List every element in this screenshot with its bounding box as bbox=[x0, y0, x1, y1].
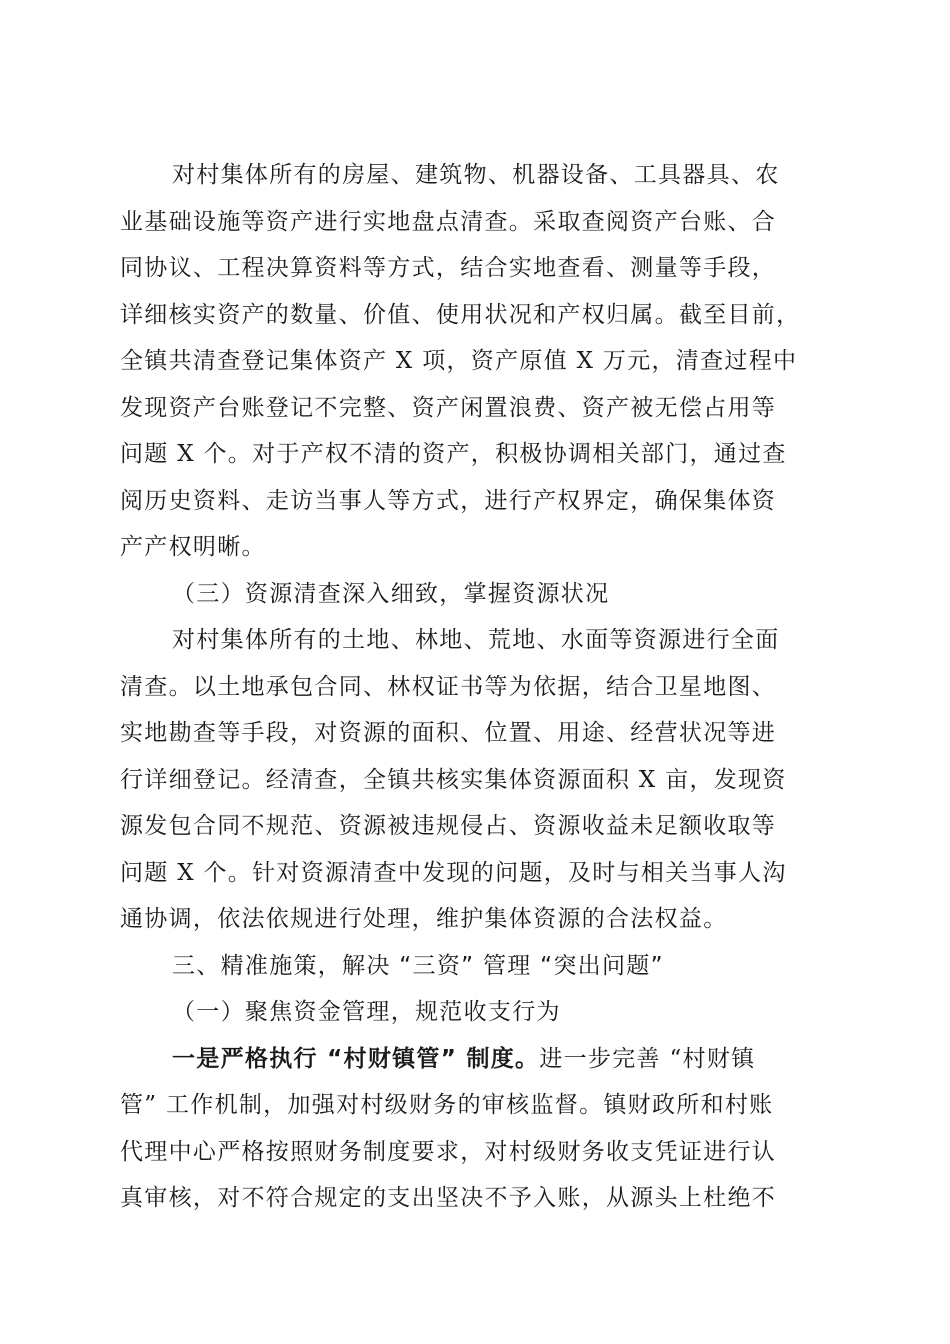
text-line: 行详细登记。经清查，全镇共核实集体资源面积 X 亩，发现资 bbox=[120, 766, 787, 793]
paragraph-resource-inventory bbox=[120, 617, 850, 943]
text-line: 问题 X 个。针对资源清查中发现的问题，及时与相关当事人沟 bbox=[120, 859, 787, 886]
text-run: 进一步完善 “村财镇 bbox=[539, 1045, 756, 1072]
text-line: 对村集体所有的房屋、建筑物、机器设备、工具器具、农 bbox=[172, 162, 780, 188]
text-line: 源发包合同不规范、资源被违规侵占、资源收益未足额收取等 bbox=[120, 813, 777, 839]
text-line: 阅历史资料、走访当事人等方式，进行产权界定，确保集体资 bbox=[120, 487, 777, 514]
text-line bbox=[120, 1036, 850, 1083]
bold-lead-phrase: 一是严格执行 “村财镇管” 制度。 bbox=[172, 1045, 540, 1072]
text-line: 业基础设施等资产进行实地盘点清查。采取查阅资产台账、合 bbox=[120, 208, 777, 235]
text-line: 发现资产台账登记不完整、资产闲置浪费、资产被无偿占用等 bbox=[120, 394, 777, 421]
subheading-fund-management: （一）聚焦资金管理，规范收支行为 bbox=[172, 999, 561, 1025]
paragraph-asset-inventory bbox=[120, 152, 850, 571]
text-line: 代理中心严格按照财务制度要求，对村级财务收支凭证进行认 bbox=[120, 1138, 777, 1165]
text-line: 清查。以土地承包合同、林权证书等为依据，结合卫星地图、 bbox=[120, 673, 777, 700]
section-heading-targeted-measures: 三、精准施策，解决 “三资” 管理 “突出问题” bbox=[172, 952, 664, 979]
text-line: 详细核实资产的数量、价值、使用状况和产权归属。截至目前， bbox=[120, 301, 801, 328]
paragraph-village-finance bbox=[120, 1036, 850, 1222]
text-line: 产产权明晰。 bbox=[120, 534, 266, 560]
text-line: 实地勘查等手段，对资源的面积、位置、用途、经营状况等进 bbox=[120, 720, 777, 746]
text-line: 真审核，对不符合规定的支出坚决不予入账，从源头上杜绝不 bbox=[120, 1185, 777, 1211]
subheading-resource-inventory: （三）资源清查深入细致，掌握资源状况 bbox=[172, 580, 610, 607]
text-line: 对村集体所有的土地、林地、荒地、水面等资源进行全面 bbox=[172, 627, 780, 653]
text-line: 全镇共清查登记集体资产 X 项，资产原值 X 万元，清查过程中 bbox=[120, 348, 798, 374]
text-line: 通协调，依法依规进行处理，维护集体资源的合法权益。 bbox=[120, 906, 728, 932]
text-line: 同协议、工程决算资料等方式，结合实地查看、测量等手段， bbox=[120, 255, 777, 281]
text-line: 管” 工作机制，加强对村级财务的审核监督。镇财政所和村账 bbox=[120, 1092, 774, 1118]
text-line: 问题 X 个。对于产权不清的资产，积极协调相关部门，通过查 bbox=[120, 441, 787, 467]
